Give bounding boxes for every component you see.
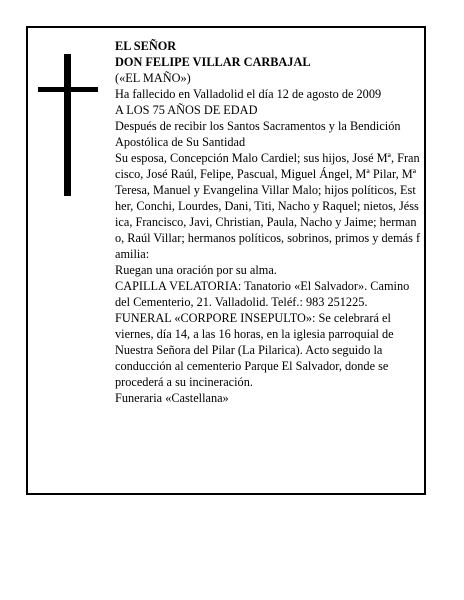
funeral-info: FUNERAL «CORPORE INSEPULTO»: Se celebrará el viernes, día 14, a las 16 horas, en la iglesia parroquial de Nuestra Señora del Pilar (La Pilarica). Acto seguido la conducción al cementerio Parque El Salvador, donde se procederá a su incineración.	[115, 311, 394, 389]
cross-icon	[38, 54, 98, 196]
family-list: Su esposa, Concepción Malo Cardiel; sus hijos, José Mª, Francisco, José Raúl, Felipe, Pascual, Miguel Ángel, Mª Pilar, Mª Teresa, Manuel y Evangelina Villar Malo; hijos políticos, Esther, Conchi, Lourdes, Dani, Titi, Nacho y Raquel; nietos, Jéssica, Francisco, Javi, Christian, Paula, Nacho y Jaime; hermano, Raúl Villar; hermanos políticos, sobrinos, primos y demás familia:	[115, 151, 421, 261]
cross-vertical-bar	[64, 54, 71, 196]
title-line: EL SEÑOR	[115, 39, 177, 53]
age-line: A LOS 75 AÑOS DE EDAD	[115, 103, 258, 117]
death-info: Ha fallecido en Valladolid el día 12 de agosto de 2009	[115, 87, 382, 101]
obituary-text	[115, 38, 421, 406]
sacraments-line: Después de recibir los Santos Sacramentos y la Bendición Apostólica de Su Santidad	[115, 119, 401, 149]
deceased-name: DON FELIPE VILLAR CARBAJAL	[115, 55, 311, 69]
funeral-home: Funeraria «Castellana»	[115, 391, 229, 405]
cross-horizontal-bar	[38, 87, 98, 92]
deceased-nickname: («EL MAÑO»)	[115, 71, 191, 85]
prayer-line: Ruegan una oración por su alma.	[115, 263, 277, 277]
chapel-info: CAPILLA VELATORIA: Tanatorio «El Salvador». Camino del Cementerio, 21. Valladolid. Teléf.: 983 251225.	[115, 279, 410, 309]
